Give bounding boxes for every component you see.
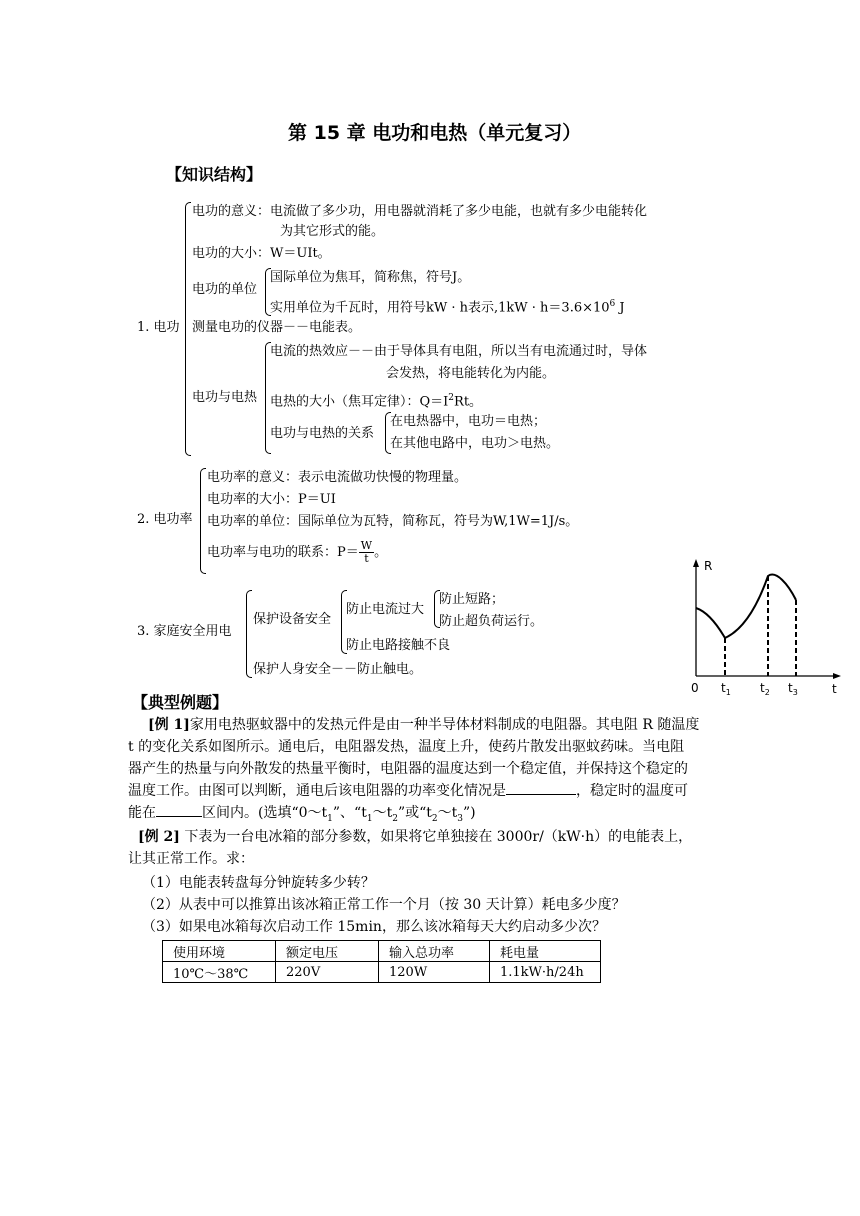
text-heat-effect-2: 会发热，将电能转化为内能。 bbox=[386, 366, 556, 381]
label-work-unit: 电功的单位 bbox=[192, 282, 258, 297]
text-relation-heater: 在电热器中，电功＝电热； bbox=[390, 414, 547, 429]
text-prevent-overcurrent: 防止电流过大 bbox=[346, 602, 425, 617]
table-cell: 220V bbox=[276, 962, 379, 983]
brace-home-safety bbox=[246, 590, 252, 678]
text-power-unit: 电功率的单位：国际单位为瓦特，简称瓦，符号为W,1W=1J/s。 bbox=[207, 514, 579, 529]
example1-line5: 能在 区间内。(选填“$0\sim t_1$”、“$t_1\sim t_2$”或“$t_2\sim t_3$”) bbox=[128, 802, 476, 830]
table-row bbox=[163, 962, 601, 983]
table-header-cell: 额定电压 bbox=[276, 941, 379, 962]
graph-y-label: R bbox=[704, 559, 713, 573]
example2-line1: [例 2] 下表为一台电冰箱的部分参数，如果将它单独接在 3000r/（kW·h）的电能表上， bbox=[138, 829, 693, 845]
graph-x-label: t bbox=[832, 682, 837, 696]
table-cell: 10℃～38℃ bbox=[163, 962, 276, 983]
graph-origin: 0 bbox=[691, 681, 699, 695]
example2-question3: （3）如果电冰箱每次启动工作 15min，那么该冰箱每天大约启动多少次？ bbox=[142, 919, 606, 935]
label-home-safety: 3. 家庭安全用电 bbox=[137, 624, 232, 639]
example1-line1: [例 1]家用电热驱蚊器中的发热元件是由一种半导体材料制成的电阻器。其电阻 R 随温度 bbox=[148, 717, 700, 733]
text-power-size: 电功率的大小：P＝UI bbox=[207, 492, 336, 507]
example2-question1: （1）电能表转盘每分钟旋转多少转？ bbox=[142, 875, 375, 891]
table-header-cell: 耗电量 bbox=[490, 941, 601, 962]
table-header-cell: 输入总功率 bbox=[379, 941, 490, 962]
text-work-size: 电功的大小：W＝UIt。 bbox=[192, 246, 331, 261]
label-work-and-heat: 电功与电热 bbox=[192, 390, 258, 405]
text-work-meaning-1: 电功的意义：电流做了多少功，用电器就消耗了多少电能，也就有多少电能转化 bbox=[192, 204, 648, 219]
example2-question2: （2）从表中可以推算出该冰箱正常工作一个月（按 30 天计算）耗电多少度？ bbox=[142, 897, 626, 913]
answer-blank-power[interactable] bbox=[506, 780, 576, 795]
text-energy-meter: 测量电功的仪器－－电能表。 bbox=[192, 320, 362, 335]
table-cell: 120W bbox=[379, 962, 490, 983]
x-axis-arrow bbox=[833, 673, 841, 679]
text-heat-effect-1: 电流的热效应－－由于导体具有电阻，所以当有电流通过时，导体 bbox=[270, 344, 648, 359]
fraction-w-over-t: $\frac{W}{t}$ bbox=[360, 539, 373, 565]
section-heading-examples: 【典型例题】 bbox=[132, 693, 229, 712]
example1-line2: t 的变化关系如图所示。通电后，电阻器发热，温度上升，使药片散发出驱蚊药味。当电阻 bbox=[128, 739, 685, 755]
section-heading-knowledge: 【知识结构】 bbox=[166, 165, 263, 184]
fridge-params-table bbox=[162, 940, 601, 983]
label-electric-work: 1. 电功 bbox=[137, 320, 180, 335]
text-prevent-overload: 防止超负荷运行。 bbox=[439, 614, 544, 629]
text-prevent-short: 防止短路； bbox=[439, 592, 505, 607]
resistance-curve bbox=[696, 575, 796, 638]
label-work-heat-relation: 电功与电热的关系 bbox=[270, 426, 375, 441]
y-axis-arrow bbox=[693, 559, 699, 567]
tick-t3: $t_3$ bbox=[788, 681, 798, 697]
example1-line3: 器产生的热量与向外散发的热量平衡时，电阻器的温度达到一个稳定值，并保持这个稳定的 bbox=[128, 761, 688, 777]
label-electric-power: 2. 电功率 bbox=[137, 512, 193, 527]
page-title: 第 15 章 电功和电热（单元复习） bbox=[288, 122, 582, 144]
example1-line4: 温度工作。由图可以判断，通电后该电阻器的功率变化情况是 ，稳定时的温度可 bbox=[128, 780, 688, 802]
text-unit-international: 国际单位为焦耳，简称焦，符号J。 bbox=[270, 270, 471, 285]
text-power-relation: 电功率与电功的联系：P＝ $\frac{W}{t}$ 。 bbox=[207, 539, 388, 565]
text-relation-other: 在其他电路中，电功＞电热。 bbox=[390, 436, 560, 451]
tick-t2: $t_2$ bbox=[760, 681, 770, 697]
brace-electric-work bbox=[185, 202, 191, 456]
text-protect-person: 保护人身安全－－防止触电。 bbox=[253, 662, 423, 677]
resistance-temperature-graph bbox=[684, 556, 844, 701]
example2-line2: 让其正常工作。求： bbox=[128, 851, 254, 867]
text-protect-device: 保护设备安全 bbox=[253, 612, 332, 627]
table-cell: 1.1kW·h/24h bbox=[490, 962, 601, 983]
answer-blank-interval[interactable] bbox=[156, 802, 202, 817]
text-unit-practical: 实用单位为千瓦时，用符号kW · h表示$,1kW \cdot h=3.6\times 10^6$ J bbox=[270, 299, 625, 316]
text-power-meaning: 电功率的意义：表示电流做功快慢的物理量。 bbox=[207, 470, 468, 485]
table-header-cell: 使用环境 bbox=[163, 941, 276, 962]
tick-t1: $t_1$ bbox=[721, 681, 731, 697]
text-work-meaning-2: 为其它形式的能。 bbox=[280, 224, 385, 239]
brace-electric-power bbox=[200, 468, 206, 574]
text-prevent-bad-contact: 防止电路接触不良 bbox=[346, 638, 451, 653]
text-heat-size: 电热的大小（焦耳定律）：$Q=I^2Rt$。 bbox=[270, 393, 483, 410]
table-header-row bbox=[163, 941, 601, 962]
